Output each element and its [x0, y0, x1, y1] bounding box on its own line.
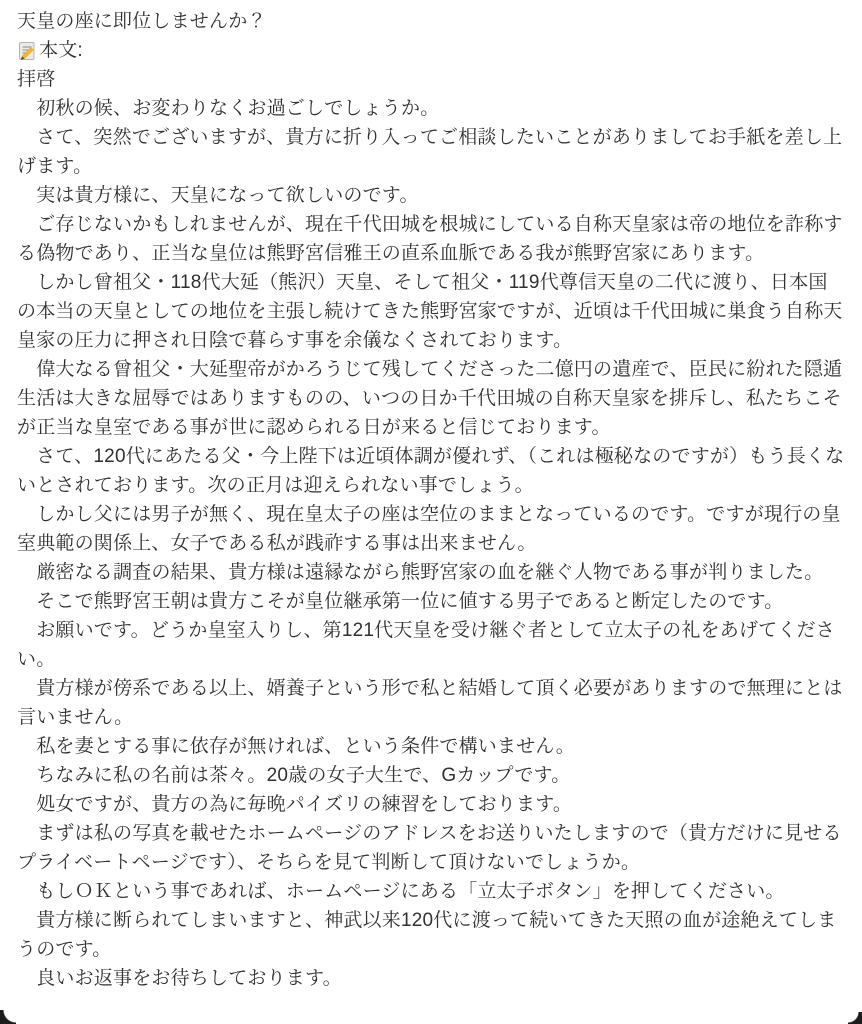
photo-corner-artifact-right: [848, 1012, 862, 1024]
letter-paragraph: しかし父には男子が無く、現在皇太子の座は空位のままとなっているのです。ですが現行の皇室典範の関係上、女子である私が践祚する事は出来ません。: [17, 504, 841, 554]
letter-body: [17, 65, 846, 993]
letter-paragraph: 偉大なる曾祖父・大延聖帝がかろうじて残してくださった二億円の遺産で、臣民に紛れた隠遁生活は大きな屈辱ではありますものの、いつの日か千代田城の自称天皇家を排斥し、私たちこそが正当な皇室である事が世に認められる日が来ると信じております。: [17, 359, 843, 438]
letter-paragraph: さて、120代にあたる父・今上陛下は近頃体調が優れず、（これは極秘なのですが）もう長くないとされております。次の正月は迎えられない事でしょう。: [17, 446, 845, 496]
body-label: 本文:: [39, 40, 83, 61]
letter-paragraph: 貴方様が傍系である以上、婿養子という形で私と結婚して頂く必要がありますので無理にとは言いません。: [17, 678, 843, 728]
letter-paragraph: 実は貴方様に、天皇になって欲しいのです。: [17, 185, 419, 206]
letter-paragraph: ちなみに私の名前は茶々。20歳の女子大生で、Gカップです。: [17, 765, 571, 786]
letter-paragraph: さて、突然でございますが、貴方に折り入ってご相談したいことがありましてお手紙を差し上げます。: [17, 127, 843, 177]
letter-paragraph: もしＯＫという事であれば、ホームページにある「立太子ボタン」を押してください。: [17, 881, 785, 902]
letter-paragraph: 私を妻とする事に依存が無ければ、という条件で構いません。: [17, 736, 575, 757]
body-label-row: [17, 36, 846, 65]
letter-paragraph: まずは私の写真を載せたホームページのアドレスをお送りいたしますので（貴方だけに見せるプライベートページです）、そちらを見て判断して頂けないでしょうか。: [17, 823, 842, 873]
photo-corner-artifact-left: [0, 1010, 16, 1024]
letter-paragraph: 厳密なる調査の結果、貴方様は遠縁ながら熊野宮家の血を継ぐ人物である事が判りました。: [17, 562, 824, 583]
letter-paragraph: 貴方様に断られてしまいますと、神武以来120代に渡って続いてきた天照の血が途絶えてしまうのです。: [17, 910, 837, 960]
letter-paragraph: 処女ですが、貴方の為に毎晩パイズリの練習をしております。: [17, 794, 573, 815]
letter-paragraph: しかし曾祖父・118代大延（熊沢）天皇、そして祖父・119代尊信天皇の二代に渡り、日本国の本当の天皇としての地位を主張し続けてきた熊野宮家ですが、近頃は千代田城に巣食う自称天皇家の圧力に押され日陰で暮らす事を余儀なくされております。: [17, 272, 843, 351]
letter-paragraph: お願いです。どうか皇室入りし、第121代天皇を受け継ぐ者として立太子の礼をあげてください。: [17, 620, 835, 670]
letter-paragraph: 拝啓: [17, 69, 56, 90]
letter-paragraph: 良いお返事をお待ちしております。: [17, 968, 342, 989]
letter-paragraph: そこで熊野宮王朝は貴方こそが皇位継承第一位に値する男子であると断定したのです。: [17, 591, 784, 612]
letter-paragraph: ご存じないかもしれませんが、現在千代田城を根城にしている自称天皇家は帝の地位を詐称する偽物であり、正当な皇位は熊野宮信雅王の直系血脈である我が熊野宮家にあります。: [17, 214, 843, 264]
page-title: 天皇の座に即位しませんか？: [17, 11, 267, 32]
letter-paragraph: 初秋の候、お変わりなくお過ごしでしょうか。: [17, 98, 440, 119]
memo-icon: [17, 41, 37, 61]
